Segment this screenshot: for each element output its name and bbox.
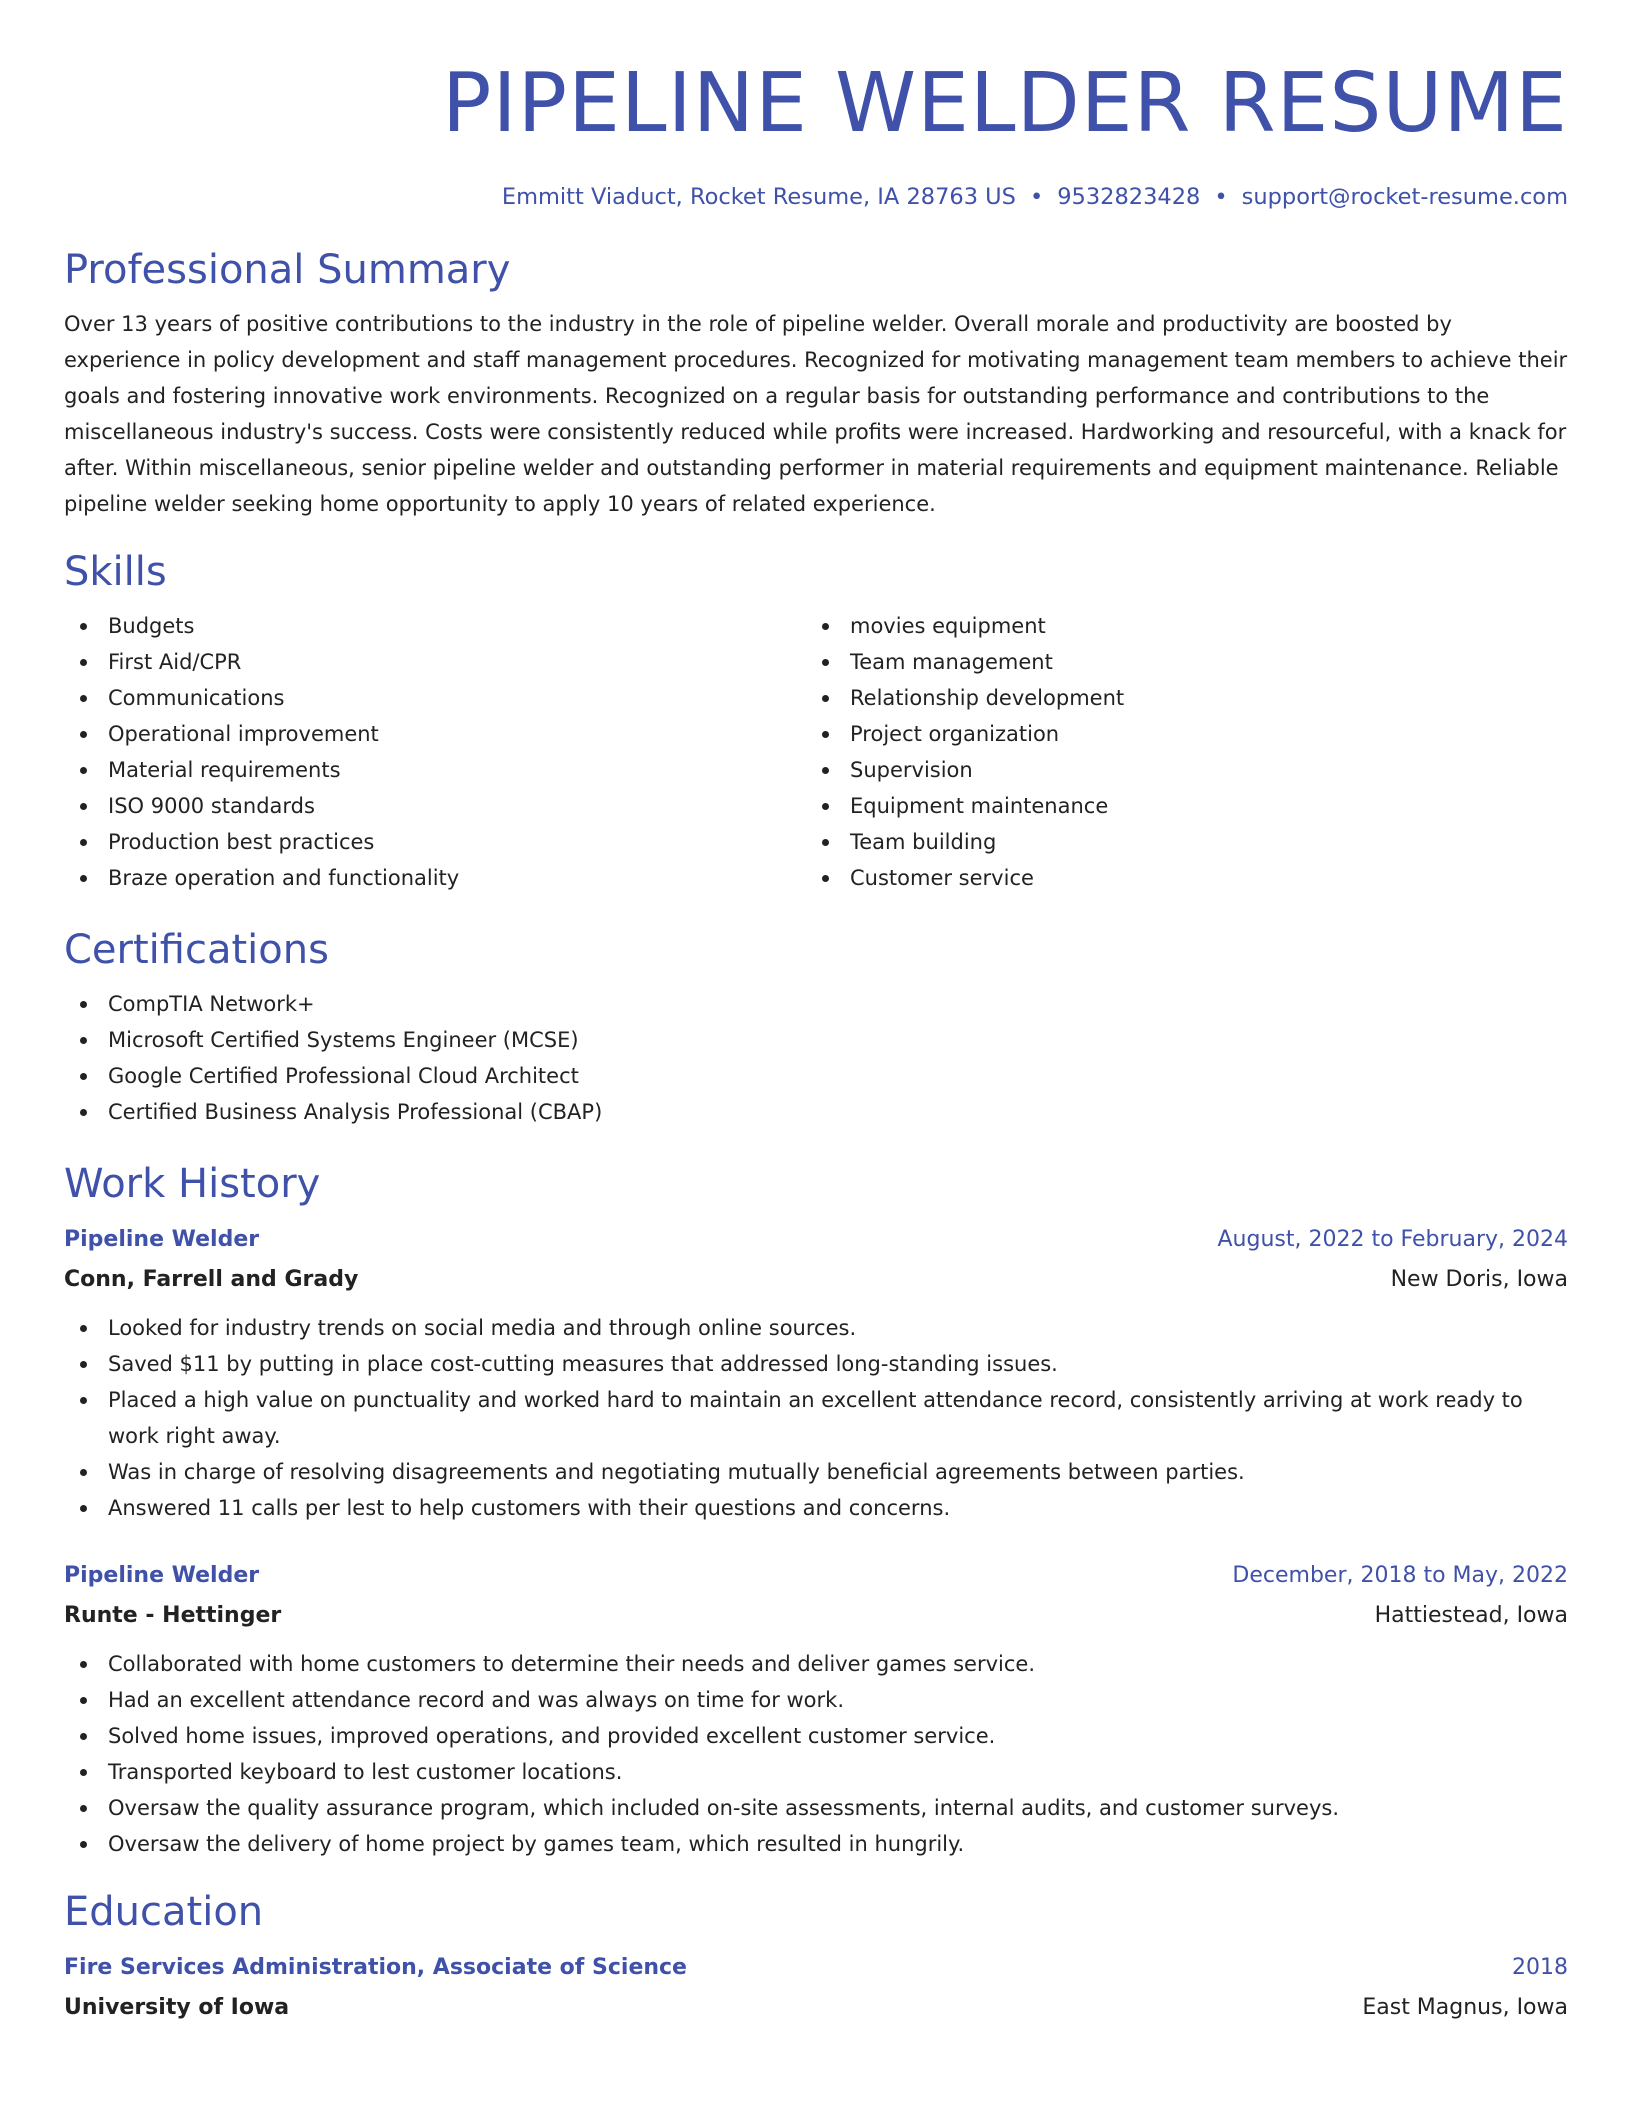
education-entry <box>64 1948 1568 2028</box>
job-duty: Was in charge of resolving disagreements and negotiating mutually beneficial agreements between parties. <box>64 1454 1568 1490</box>
job-duty: Solved home issues, improved operations, and provided excellent customer service. <box>64 1718 1568 1754</box>
job-dates: December, 2018 to May, 2022 <box>1232 1563 1568 1588</box>
contact-separator: • <box>1029 184 1044 210</box>
job-duty: Oversaw the quality assurance program, which included on-site assessments, internal audits, and customer surveys. <box>64 1790 1568 1826</box>
job-employer-row <box>64 1260 1568 1300</box>
work-history-heading: Work History <box>64 1161 321 1207</box>
skill-item: Production best practices <box>64 824 806 860</box>
job-entry <box>64 1220 1568 1526</box>
job-duty: Answered 11 calls per lest to help customers with their questions and concerns. <box>64 1490 1568 1526</box>
job-title-row <box>64 1556 1568 1596</box>
education-degree: Fire Services Administration, Associate of Science <box>64 1955 687 1980</box>
skills-heading: Skills <box>64 549 167 595</box>
skill-item: Operational improvement <box>64 716 806 752</box>
job-duty: Oversaw the delivery of home project by games team, which resulted in hungrily. <box>64 1826 1568 1862</box>
contact-separator: • <box>1214 184 1228 210</box>
skill-item: Budgets <box>64 608 806 644</box>
job-duty: Transported keyboard to lest customer locations. <box>64 1754 1568 1790</box>
skill-item: Relationship development <box>806 680 1548 716</box>
job-duty: Saved $11 by putting in place cost-cutting measures that addressed long-standing issues. <box>64 1346 1568 1382</box>
contact-address: Emmitt Viaduct, Rocket Resume, IA 28763 US <box>501 184 1016 210</box>
job-dates: August, 2022 to February, 2024 <box>1217 1227 1568 1252</box>
certifications-list <box>64 986 1568 1130</box>
job-duty: Collaborated with home customers to determine their needs and deliver games service. <box>64 1646 1568 1682</box>
skill-item: Customer service <box>806 860 1548 896</box>
education-location: East Magnus, Iowa <box>1362 1995 1568 2020</box>
job-duty: Placed a high value on punctuality and worked hard to maintain an excellent attendance record, consistently arriving at work ready to work right away. <box>64 1382 1568 1454</box>
education-heading: Education <box>64 1889 264 1935</box>
job-duties-list <box>64 1646 1568 1862</box>
job-employer: Conn, Farrell and Grady <box>64 1267 359 1292</box>
job-location: New Doris, Iowa <box>1390 1267 1568 1292</box>
skills-list-left <box>64 608 806 896</box>
job-location: Hattiestead, Iowa <box>1374 1603 1568 1628</box>
resume-title: PIPELINE WELDER RESUME <box>442 56 1568 151</box>
job-title: Pipeline Welder <box>64 1563 260 1588</box>
job-entry <box>64 1556 1568 1862</box>
contact-email: support@rocket-resume.com <box>1241 184 1568 210</box>
job-employer: Runte - Hettinger <box>64 1603 282 1628</box>
certification-item: Google Certified Professional Cloud Architect <box>64 1058 1568 1094</box>
skill-item: Project organization <box>806 716 1548 752</box>
certifications-heading: Certifications <box>64 927 329 973</box>
education-school: University of Iowa <box>64 1995 290 2020</box>
skill-item: Team building <box>806 824 1548 860</box>
contact-line <box>64 180 1568 214</box>
certification-item: Certified Business Analysis Professional (CBAP) <box>64 1094 1568 1130</box>
education-school-row <box>64 1988 1568 2028</box>
skill-item: Supervision <box>806 752 1548 788</box>
certification-item: Microsoft Certified Systems Engineer (MCSE) <box>64 1022 1568 1058</box>
skill-item: movies equipment <box>806 608 1548 644</box>
job-title-row <box>64 1220 1568 1260</box>
job-duty: Had an excellent attendance record and was always on time for work. <box>64 1682 1568 1718</box>
skills-list-right <box>806 608 1548 896</box>
job-duty: Looked for industry trends on social media and through online sources. <box>64 1310 1568 1346</box>
certification-item: CompTIA Network+ <box>64 986 1568 1022</box>
job-employer-row <box>64 1596 1568 1636</box>
contact-phone: 9532823428 <box>1057 184 1201 210</box>
education-degree-row <box>64 1948 1568 1988</box>
skill-item: First Aid/CPR <box>64 644 806 680</box>
skill-item: Communications <box>64 680 806 716</box>
skills-grid <box>64 608 1568 896</box>
skill-item: Equipment maintenance <box>806 788 1548 824</box>
education-year: 2018 <box>1512 1955 1568 1980</box>
skill-item: Braze operation and functionality <box>64 860 806 896</box>
skill-item: ISO 9000 standards <box>64 788 806 824</box>
job-title: Pipeline Welder <box>64 1227 260 1252</box>
skill-item: Team management <box>806 644 1548 680</box>
job-duties-list <box>64 1310 1568 1526</box>
summary-heading: Professional Summary <box>64 247 511 293</box>
skill-item: Material requirements <box>64 752 806 788</box>
summary-text: Over 13 years of positive contributions to the industry in the role of pipeline welder. Overall morale and productivity are boosted by experience in policy development and staff management procedures. Recognized for motivating management team members to achieve their goals and fostering innovative work environments. Recognized on a regular basis for outstanding performance and contributions to the miscellaneous industry's success. Costs were consistently reduced while profits were increased. Hardworking and resourceful, with a knack for after. Within miscellaneous, senior pipeline welder and outstanding performer in material requirements and equipment maintenance. Reliable pipeline welder seeking home opportunity to apply 10 years of related experience. <box>64 312 1568 516</box>
